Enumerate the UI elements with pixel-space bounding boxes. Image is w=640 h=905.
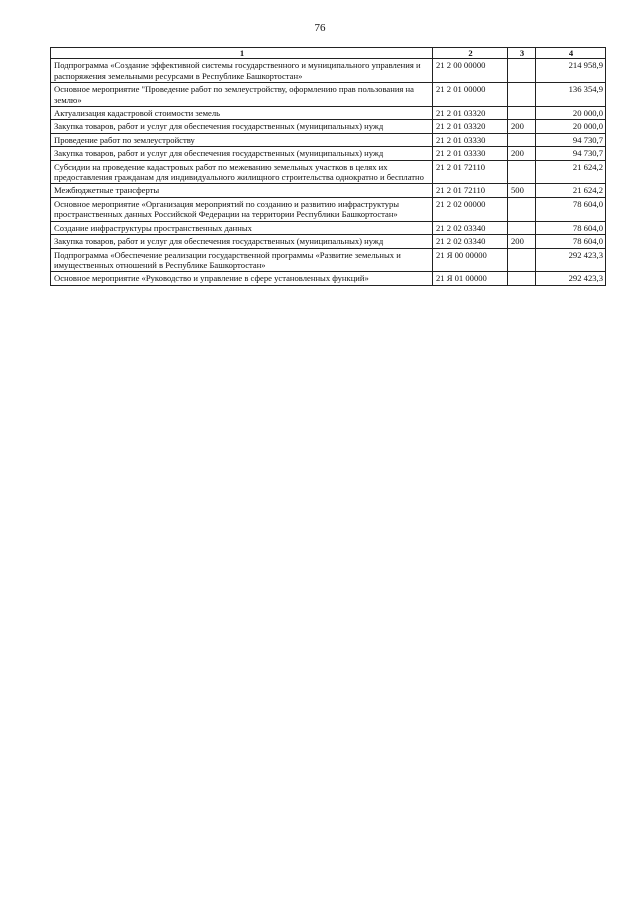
row-code: 21 2 00 00000 [433, 59, 508, 83]
row-sum: 136 354,9 [536, 83, 606, 107]
table-row [51, 83, 606, 107]
table-row [51, 197, 606, 221]
row-name: Субсидии на проведение кадастровых работ по межеванию земельных участков в целях их предоставления гражданам для индивидуального жилищного строительства однократно и бесплатно [51, 160, 433, 184]
column-header-code: 2 [433, 48, 508, 59]
row-type [508, 272, 536, 285]
column-header-sum: 4 [536, 48, 606, 59]
table-row [51, 235, 606, 248]
table-row [51, 147, 606, 160]
table-row [51, 248, 606, 272]
row-code: 21 2 01 03330 [433, 147, 508, 160]
row-code: 21 2 02 03340 [433, 235, 508, 248]
column-header-name: 1 [51, 48, 433, 59]
row-sum: 214 958,9 [536, 59, 606, 83]
row-sum: 292 423,3 [536, 248, 606, 272]
row-type [508, 197, 536, 221]
row-name: Закупка товаров, работ и услуг для обеспечения государственных (муниципальных) нужд [51, 235, 433, 248]
row-type: 500 [508, 184, 536, 197]
table-row [51, 133, 606, 146]
row-name: Закупка товаров, работ и услуг для обеспечения государственных (муниципальных) нужд [51, 120, 433, 133]
row-type: 200 [508, 147, 536, 160]
row-type [508, 83, 536, 107]
table-row [51, 184, 606, 197]
row-type [508, 133, 536, 146]
table-row [51, 59, 606, 83]
row-name: Межбюджетные трансферты [51, 184, 433, 197]
row-name: Основное мероприятие "Проведение работ по землеустройству, оформлению прав пользования на землю» [51, 83, 433, 107]
row-code: 21 2 02 00000 [433, 197, 508, 221]
row-name: Актуализация кадастровой стоимости земель [51, 107, 433, 120]
row-sum: 94 730,7 [536, 147, 606, 160]
table-header-row [51, 48, 606, 59]
row-name: Проведение работ по землеустройству [51, 133, 433, 146]
row-type [508, 221, 536, 234]
row-name: Подпрограмма «Обеспечение реализации государственной программы «Развитие земельных и имущественных отношений в Республике Башкортостан» [51, 248, 433, 272]
row-type: 200 [508, 120, 536, 133]
row-sum: 21 624,2 [536, 184, 606, 197]
row-type [508, 59, 536, 83]
row-sum: 21 624,2 [536, 160, 606, 184]
row-sum: 78 604,0 [536, 221, 606, 234]
table-row [51, 107, 606, 120]
row-code: 21 2 01 03320 [433, 107, 508, 120]
row-code: 21 2 01 03330 [433, 133, 508, 146]
table-row [51, 221, 606, 234]
row-type: 200 [508, 235, 536, 248]
row-type [508, 248, 536, 272]
row-sum: 94 730,7 [536, 133, 606, 146]
row-sum: 292 423,3 [536, 272, 606, 285]
row-sum: 78 604,0 [536, 197, 606, 221]
page-number: 76 [314, 22, 326, 34]
row-name: Создание инфраструктуры пространственных данных [51, 221, 433, 234]
row-name: Основное мероприятие «Организация мероприятий по созданию и развитию инфраструктуры пространственных данных Российской Федерации на территории Республики Башкортостан» [51, 197, 433, 221]
row-sum: 20 000,0 [536, 120, 606, 133]
row-sum: 20 000,0 [536, 107, 606, 120]
table-row [51, 160, 606, 184]
row-name: Закупка товаров, работ и услуг для обеспечения государственных (муниципальных) нужд [51, 147, 433, 160]
budget-table [50, 47, 606, 286]
row-code: 21 2 01 00000 [433, 83, 508, 107]
row-code: 21 2 02 03340 [433, 221, 508, 234]
row-type [508, 107, 536, 120]
row-name: Основное мероприятие «Руководство и управление в сфере установленных функций» [51, 272, 433, 285]
row-type [508, 160, 536, 184]
row-sum: 78 604,0 [536, 235, 606, 248]
row-code: 21 2 01 03320 [433, 120, 508, 133]
row-name: Подпрограмма «Создание эффективной системы государственного и муниципального управления и распоряжения земельными ресурсами в Республике Башкортостан» [51, 59, 433, 83]
row-code: 21 2 01 72110 [433, 184, 508, 197]
row-code: 21 Я 01 00000 [433, 272, 508, 285]
row-code: 21 2 01 72110 [433, 160, 508, 184]
row-code: 21 Я 00 00000 [433, 248, 508, 272]
column-header-type: 3 [508, 48, 536, 59]
table-row [51, 120, 606, 133]
table-row [51, 272, 606, 285]
